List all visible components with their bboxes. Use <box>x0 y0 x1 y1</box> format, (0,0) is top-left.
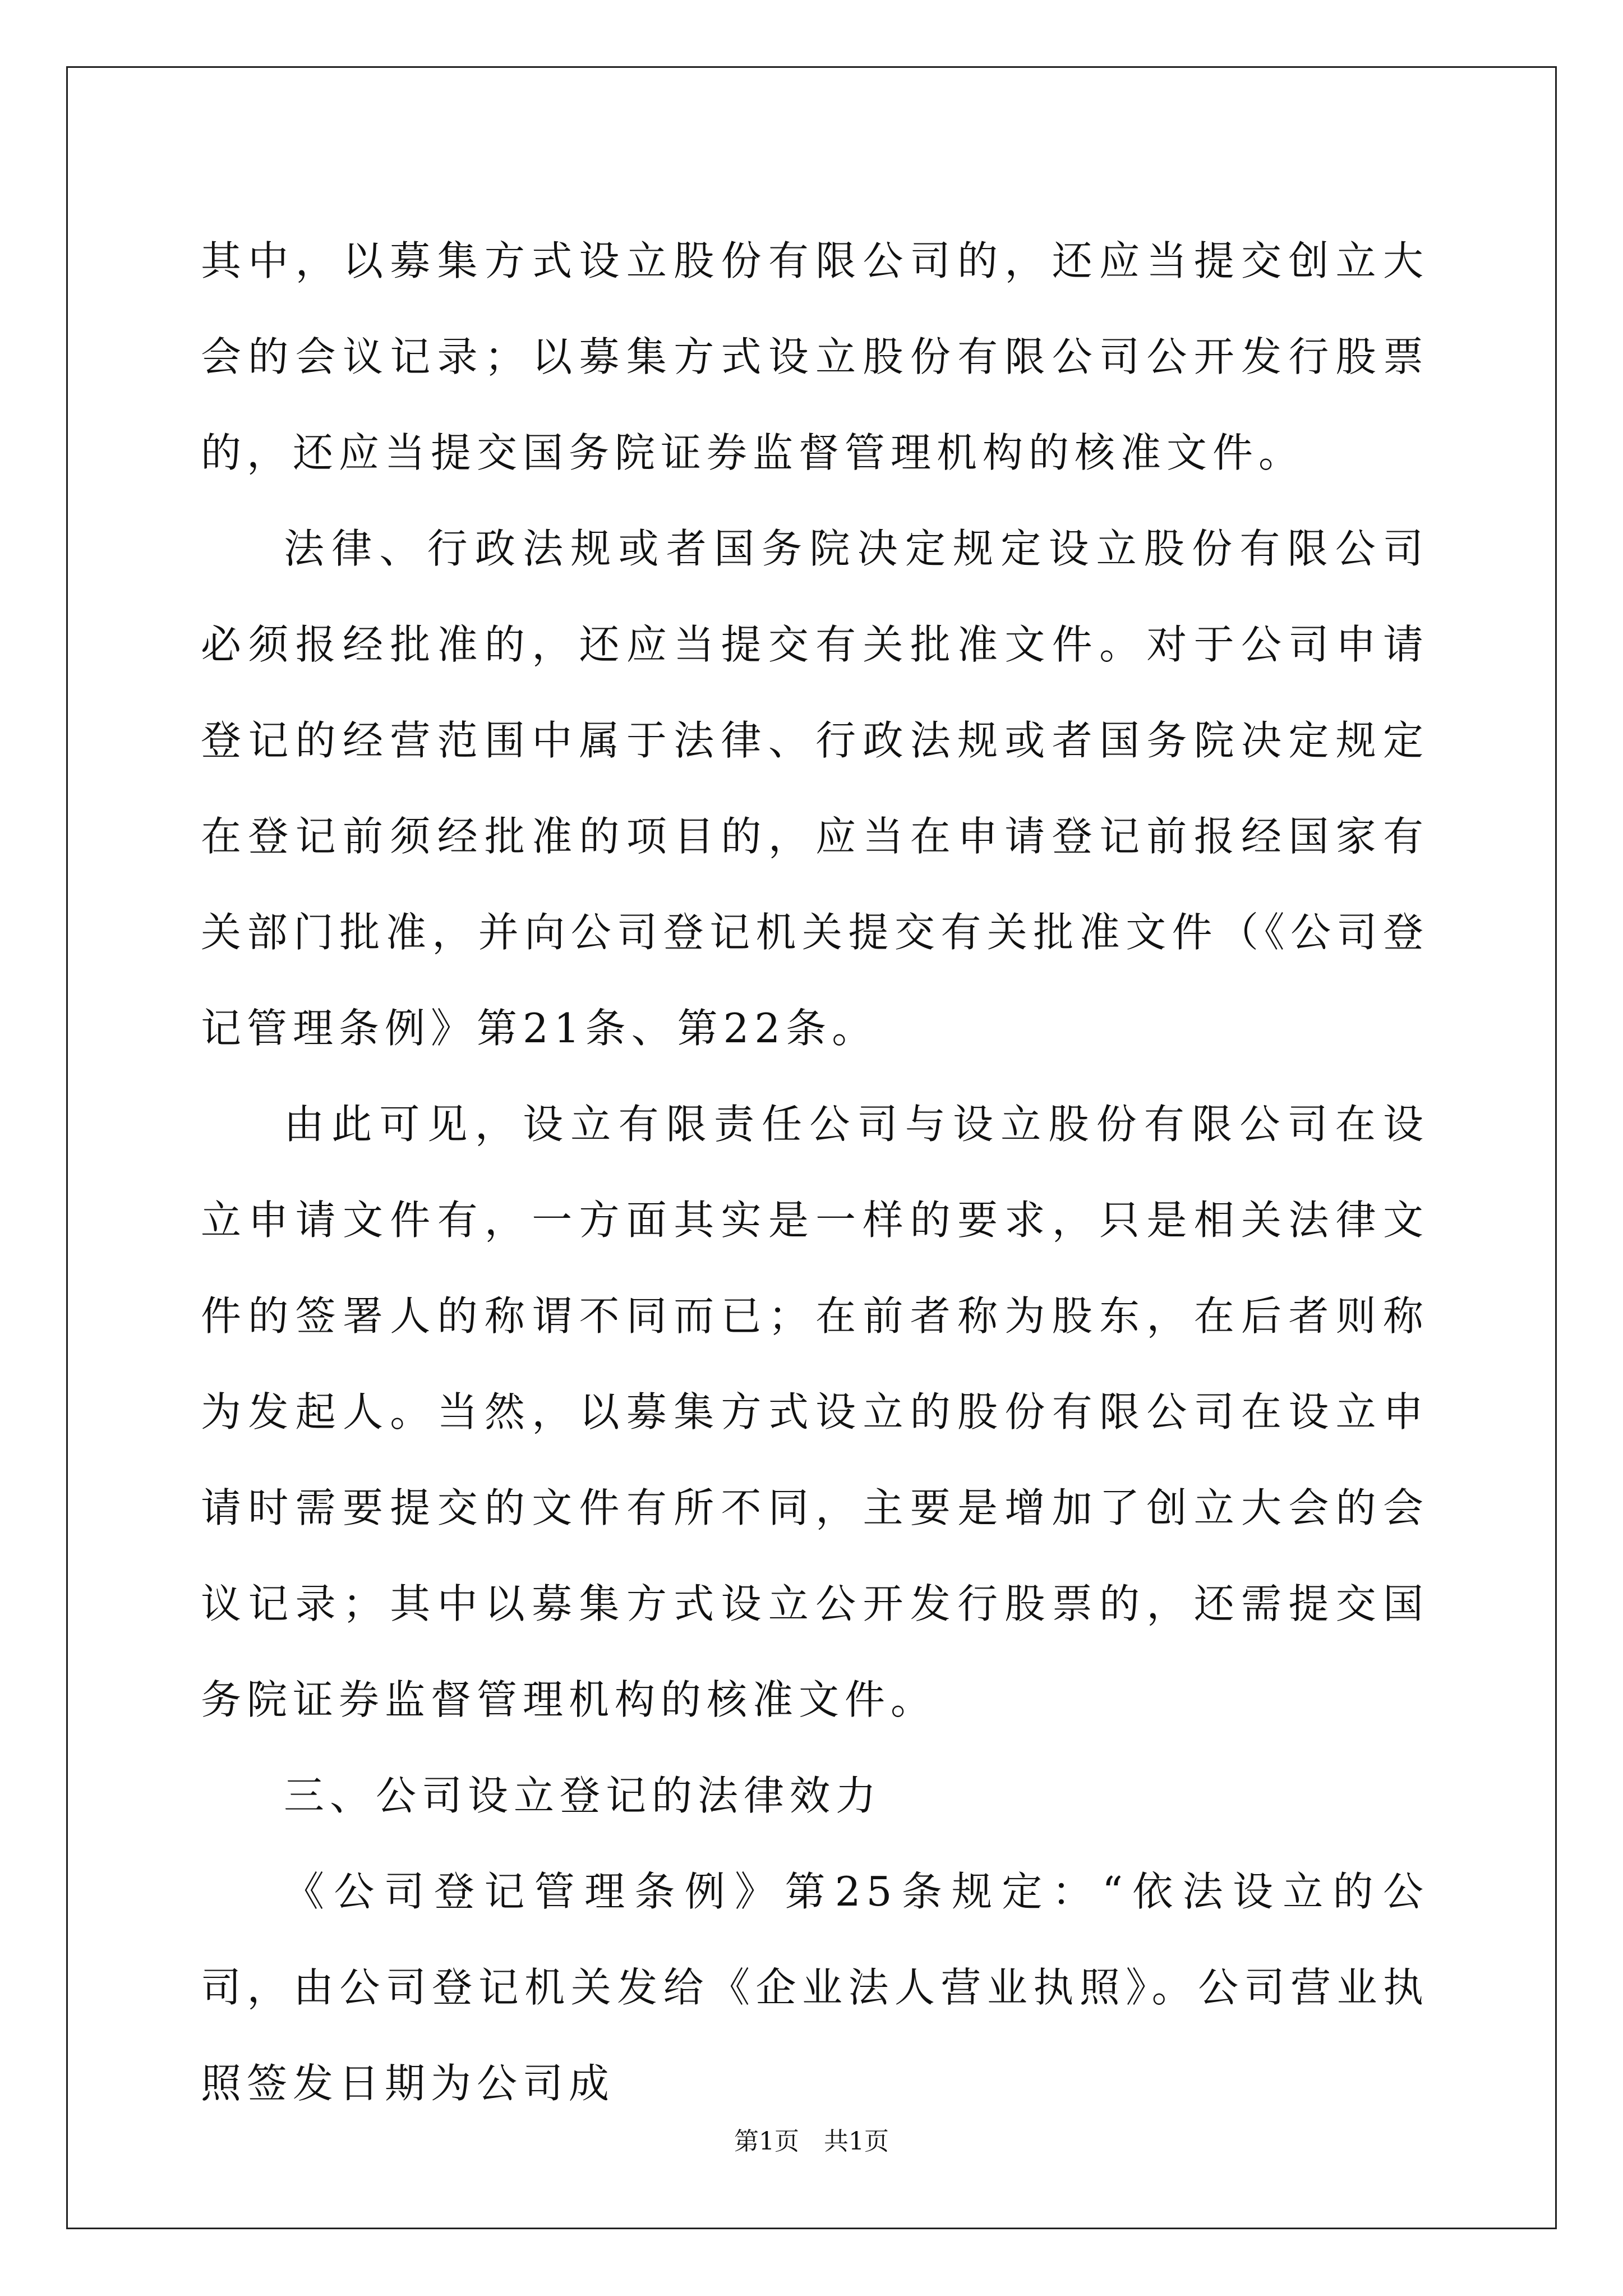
paragraph-4: 《公司登记管理条例》第25条规定：“依法设立的公司，由公司登记机关发给《企业法人营业执照》。公司营业执照签发日期为公司成 <box>201 1868 1429 2107</box>
paragraph-1: 其中，以募集方式设立股份有限公司的，还应当提交创立大会的会议记录；以募集方式设立股份有限公司公开发行股票的，还应当提交国务院证券监督管理机构的核准文件。 <box>201 237 1429 476</box>
page-footer: 第1页 共1页 <box>734 2127 889 2156</box>
paragraph-3: 由此可见，设立有限责任公司与设立股份有限公司在设立申请文件有，一方面其实是一样的要求，只是相关法律文件的签署人的称谓不同而已；在前者称为股东，在后者则称为发起人。当然，以募集方式设立的股份有限公司在设立申请时需要提交的文件有所不同，主要是增加了创立大会的会议记录；其中以募集方式设立公开发行股票的，还需提交国务院证券监督管理机构的核准文件。 <box>201 1101 1429 1723</box>
section-heading: 三、公司设立登记的法律效力 <box>284 1772 882 1819</box>
paragraph-2: 法律、行政法规或者国务院决定规定设立股份有限公司必须报经批准的，还应当提交有关批准文件。对于公司申请登记的经营范围中属于法律、行政法规或者国务院决定规定在登记前须经批准的项目的，应当在申请登记前报经国家有关部门批准，并向公司登记机关提交有关批准文件（《公司登记管理条例》第21条、第22条。 <box>201 525 1429 1052</box>
document-body <box>201 213 1429 2132</box>
